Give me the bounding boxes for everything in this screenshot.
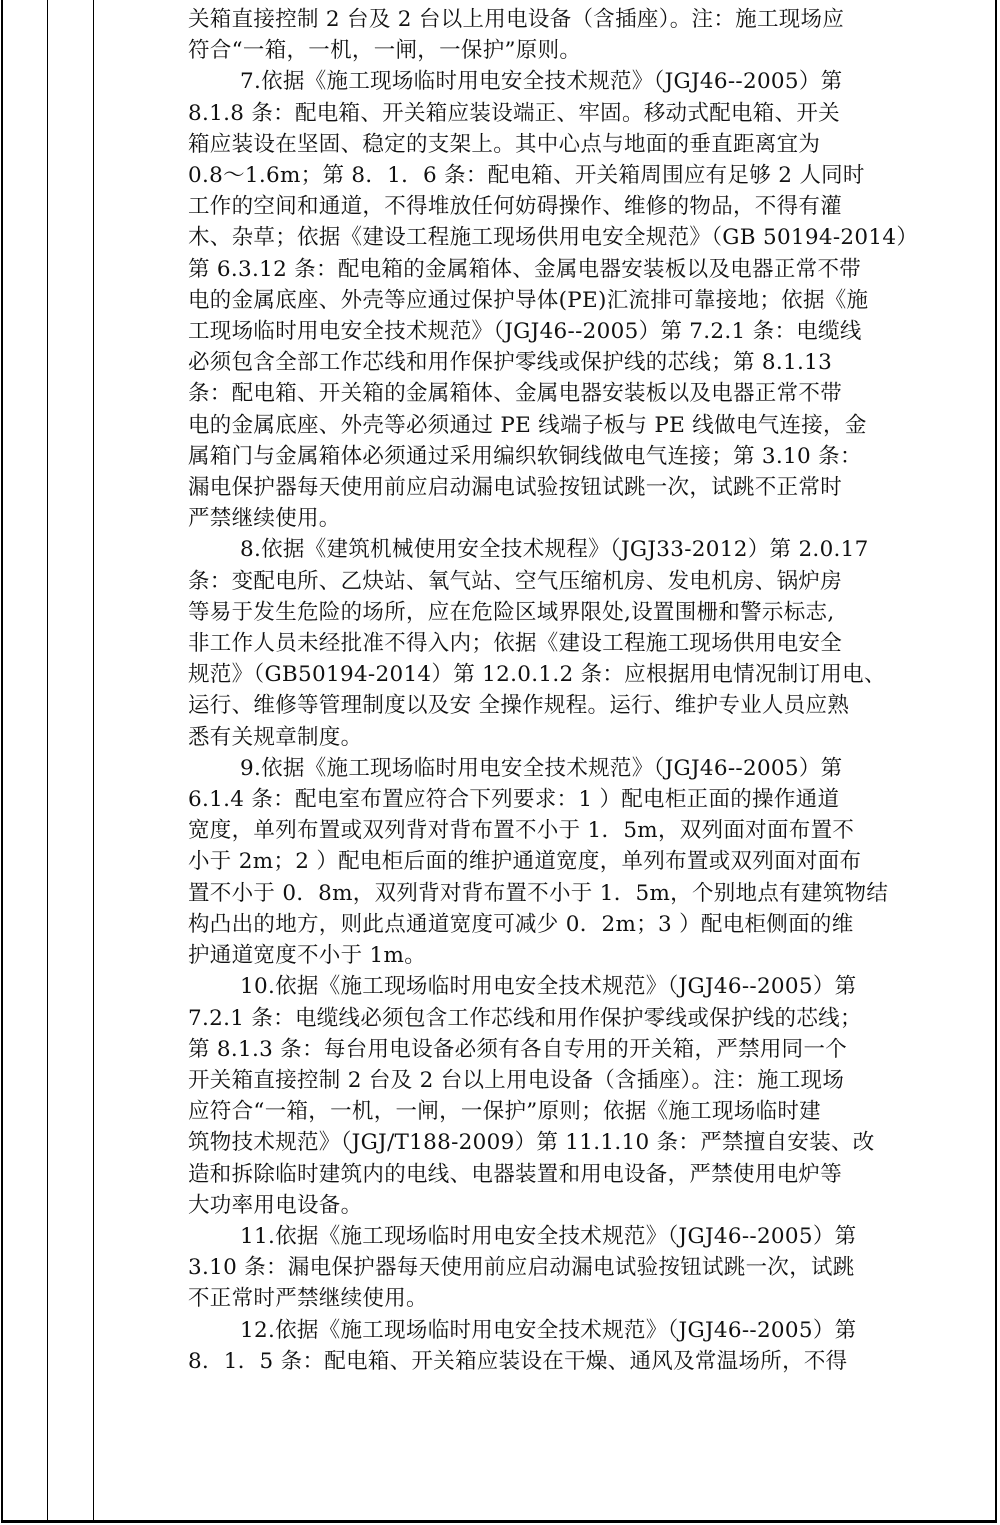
table-column-divider-1 <box>47 0 48 1522</box>
text-line: 必须包含全部工作芯线和用作保护零线或保护线的芯线；第 8.1.13 <box>188 350 833 376</box>
text-line: 8.依据《建筑机械使用安全技术规程》（JGJ33-2012）第 2.0.17 <box>240 537 869 563</box>
text-line: 严禁继续使用。 <box>188 506 341 532</box>
text-line: 符合“一箱，一机，一闸，一保护”原则。 <box>188 38 582 64</box>
paragraph-p-12 <box>188 1315 986 1377</box>
paragraph-p-7 <box>188 66 986 534</box>
text-line: 6.1.4 条：配电室布置应符合下列要求：1 ）配电柜正面的操作通道 <box>188 787 840 813</box>
text-line: 构凸出的地方，则此点通道宽度可减少 0．2m；3 ）配电柜侧面的维 <box>188 911 854 937</box>
text-line: 木、杂草；依据《建设工程施工现场供用电安全规范》（GB 50194-2014） <box>188 225 919 251</box>
text-line: 等易于发生危险的场所，应在危险区域界限处,设置围栅和警示标志, <box>188 599 835 625</box>
text-line: 关箱直接控制 2 台及 2 台以上用电设备（含插座）。注：施工现场应 <box>188 7 845 32</box>
text-line: 10.依据《施工现场临时用电安全技术规范》（JGJ46--2005）第 <box>240 974 857 1000</box>
text-line: 工作的空间和通道，不得堆放任何妨碍操作、维修的物品，不得有灌 <box>188 194 843 220</box>
paragraph-p-11 <box>188 1221 986 1315</box>
text-line: 宽度，单列布置或双列背对背布置不小于 1．5m，双列面对面布置不 <box>188 818 855 844</box>
text-line: 9.依据《施工现场临时用电安全技术规范》（JGJ46--2005）第 <box>240 755 843 781</box>
text-line: 漏电保护器每天使用前应启动漏电试验按钮试跳一次，试跳不正常时 <box>188 475 843 501</box>
text-line: 悉有关规章制度。 <box>188 724 363 750</box>
text-line: 12.依据《施工现场临时用电安全技术规范》（JGJ46--2005）第 <box>240 1317 857 1343</box>
text-line: 属箱门与金属箱体必须通过采用编织软铜线做电气连接；第 3.10 条： <box>188 443 862 469</box>
paragraph-p-8 <box>188 534 986 752</box>
text-line: 筑物技术规范》（JGJ/T188-2009）第 11.1.10 条：严禁擅自安装、改 <box>188 1130 875 1156</box>
text-line: 运行、维修等管理制度以及安 全操作规程。运行、维护专业人员应熟 <box>188 693 850 719</box>
text-line: 应符合“一箱，一机，一闸，一保护”原则；依据《施工现场临时建 <box>188 1099 821 1125</box>
text-line: 8．1．5 条：配电箱、开关箱应装设在干燥、通风及常温场所，不得 <box>188 1348 848 1374</box>
text-line: 7.2.1 条：电缆线必须包含工作芯线和用作保护零线或保护线的芯线； <box>188 1005 862 1031</box>
text-line: 3.10 条：漏电保护器每天使用前应启动漏电试验按钮试跳一次，试跳 <box>188 1255 855 1281</box>
text-line: 第 8.1.3 条：每台用电设备必须有各自专用的开关箱，严禁用同一个 <box>188 1036 848 1062</box>
text-line: 造和拆除临时建筑内的电线、电器装置和用电设备，严禁使用电炉等 <box>188 1161 843 1187</box>
table-column-divider-2 <box>93 0 94 1522</box>
text-line: 规范》（GB50194-2014）第 12.0.1.2 条：应根据用电情况制订用电、 <box>188 662 886 688</box>
paragraph-p-9 <box>188 753 986 971</box>
text-line: 箱应装设在坚固、稳定的支架上。其中心点与地面的垂直距离宜为 <box>188 131 821 157</box>
text-line: 工现场临时用电安全技术规范》（JGJ46--2005）第 7.2.1 条：电缆线 <box>188 319 862 345</box>
paragraph-p-10 <box>188 971 986 1221</box>
text-line: 11.依据《施工现场临时用电安全技术规范》（JGJ46--2005）第 <box>240 1223 857 1249</box>
text-line: 0.8～1.6m；第 8．1．6 条：配电箱、开关箱周围应有足够 2 人同时 <box>188 163 865 189</box>
text-line: 电的金属底座、外壳等必须通过 PE 线端子板与 PE 线做电气连接，金 <box>188 412 867 438</box>
text-line: 护通道宽度不小于 1m。 <box>188 943 427 969</box>
text-line: 非工作人员未经批准不得入内；依据《建设工程施工现场供用电安全 <box>188 631 843 657</box>
text-line: 开关箱直接控制 2 台及 2 台以上用电设备（含插座）。注：施工现场 <box>188 1067 845 1093</box>
table-bottom-border <box>1 1521 997 1523</box>
text-line: 条：变配电所、乙炔站、氧气站、空气压缩机房、发电机房、锅炉房 <box>188 568 843 594</box>
text-line: 第 6.3.12 条：配电箱的金属箱体、金属电器安装板以及电器正常不带 <box>188 256 862 282</box>
paragraph-p-cont <box>188 4 986 66</box>
text-line: 大功率用电设备。 <box>188 1192 363 1218</box>
text-line: 置不小于 0．8m，双列背对背布置不小于 1．5m，个别地点有建筑物结 <box>188 880 889 906</box>
text-line: 电的金属底座、外壳等应通过保护导体(PE)汇流排可靠接地；依据《施 <box>188 287 869 313</box>
text-line: 8.1.8 条：配电箱、开关箱应装设端正、牢固。移动式配电箱、开关 <box>188 100 840 126</box>
regulation-text-cell <box>188 4 986 1377</box>
text-line: 不正常时严禁继续使用。 <box>188 1286 428 1312</box>
text-line: 小于 2m；2 ）配电柜后面的维护通道宽度，单列布置或双列面对面布 <box>188 849 862 875</box>
text-line: 7.依据《施工现场临时用电安全技术规范》（JGJ46--2005）第 <box>240 69 843 95</box>
text-line: 条：配电箱、开关箱的金属箱体、金属电器安装板以及电器正常不带 <box>188 381 843 407</box>
